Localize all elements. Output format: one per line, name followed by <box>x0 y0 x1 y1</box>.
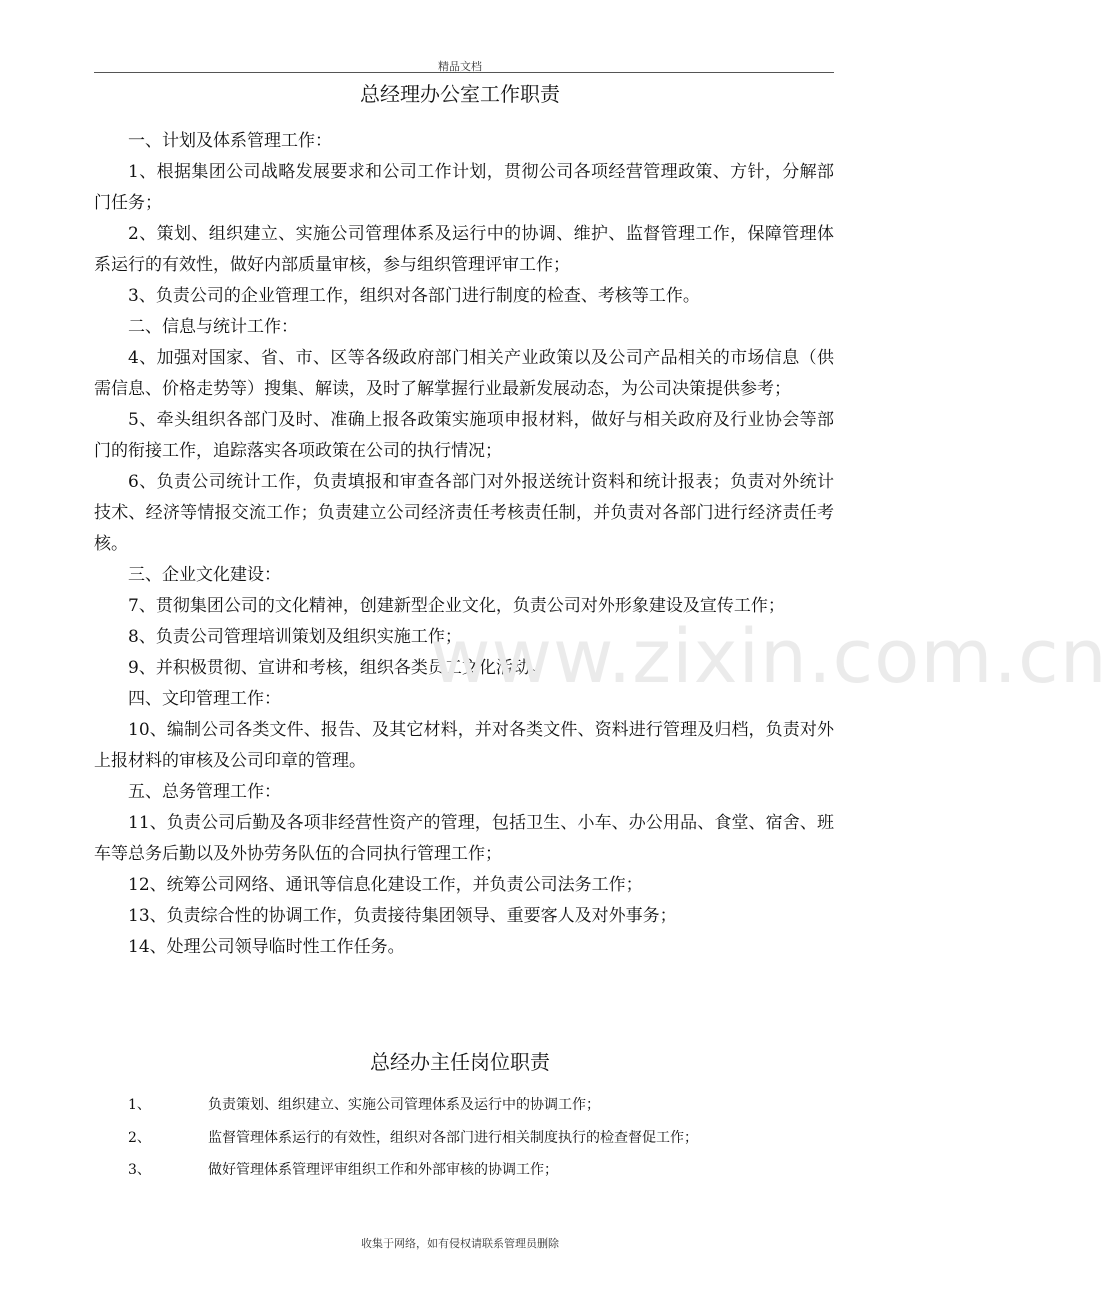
section-heading: 四、文印管理工作： <box>128 689 281 709</box>
duty-item: 2、策划、组织建立、实施公司管理体系及运行中的协调、维护、监督管理工作，保障管理体系运行的有效性，做好内部质量审核，参与组织管理评审工作； <box>94 224 834 275</box>
item-text: 做好管理体系管理评审组织工作和外部审核的协调工作； <box>208 1162 558 1178</box>
item-number: 3、 <box>128 1162 151 1178</box>
page-footer: 收集于网络，如有侵权请联系管理员删除 <box>361 1237 559 1250</box>
section-heading: 五、总务管理工作： <box>128 782 281 802</box>
duty-item: 4、加强对国家、省、市、区等各级政府部门相关产业政策以及公司产品相关的市场信息（供需信息、价格走势等）搜集、解读，及时了解掌握行业最新发展动态，为公司决策提供参考； <box>94 348 834 399</box>
duty-item: 8、负责公司管理培训策划及组织实施工作； <box>128 627 462 647</box>
duty-item: 1、根据集团公司战略发展要求和公司工作计划，贯彻公司各项经营管理政策、方针，分解部门任务； <box>94 162 834 213</box>
duty-item: 6、负责公司统计工作，负责填报和审查各部门对外报送统计资料和统计报表；负责对外统计技术、经济等情报交流工作；负责建立公司经济责任考核责任制，并负责对各部门进行经济责任考核。 <box>94 472 834 554</box>
item-text: 负责策划、组织建立、实施公司管理体系及运行中的协调工作； <box>208 1097 600 1113</box>
duty-item: 13、负责综合性的协调工作，负责接待集团领导、重要客人及对外事务； <box>128 906 677 926</box>
header-divider <box>94 72 834 73</box>
section-heading: 一、计划及体系管理工作： <box>128 131 332 151</box>
duty-item: 3、负责公司的企业管理工作，组织对各部门进行制度的检查、考核等工作。 <box>128 286 700 306</box>
watermark-text: www.zixin.com.cn <box>430 614 1108 700</box>
page-title: 总经理办公室工作职责 <box>360 82 560 106</box>
duty-item: 10、编制公司各类文件、报告、及其它材料，并对各类文件、资料进行管理及归档，负责对外上报材料的审核及公司印章的管理。 <box>94 720 834 771</box>
duty-item: 14、处理公司领导临时性工作任务。 <box>128 937 405 957</box>
duty-item: 11、负责公司后勤及各项非经营性资产的管理，包括卫生、小车、办公用品、食堂、宿舍、班车等总务后勤以及外协劳务队伍的合同执行管理工作； <box>94 813 834 864</box>
section-heading: 二、信息与统计工作： <box>128 317 298 337</box>
document-body <box>94 126 834 963</box>
item-text: 监督管理体系运行的有效性，组织对各部门进行相关制度执行的检查督促工作； <box>208 1130 698 1146</box>
duty-item: 5、牵头组织各部门及时、准确上报各政策实施项申报材料，做好与相关政府及行业协会等部门的衔接工作，追踪落实各项政策在公司的执行情况； <box>94 410 834 461</box>
duty-item: 9、并积极贯彻、宣讲和考核，组织各类员工文化活动。 <box>128 658 547 678</box>
section2-title: 总经办主任岗位职责 <box>370 1050 550 1074</box>
duty-item: 7、贯彻集团公司的文化精神，创建新型企业文化，负责公司对外形象建设及宣传工作； <box>128 596 785 616</box>
item-number: 1、 <box>128 1097 151 1113</box>
page-header: 精品文档 <box>438 60 482 73</box>
duty-item: 12、统筹公司网络、通讯等信息化建设工作，并负责公司法务工作； <box>128 875 643 895</box>
section-heading: 三、企业文化建设： <box>128 565 281 585</box>
item-number: 2、 <box>128 1130 151 1146</box>
